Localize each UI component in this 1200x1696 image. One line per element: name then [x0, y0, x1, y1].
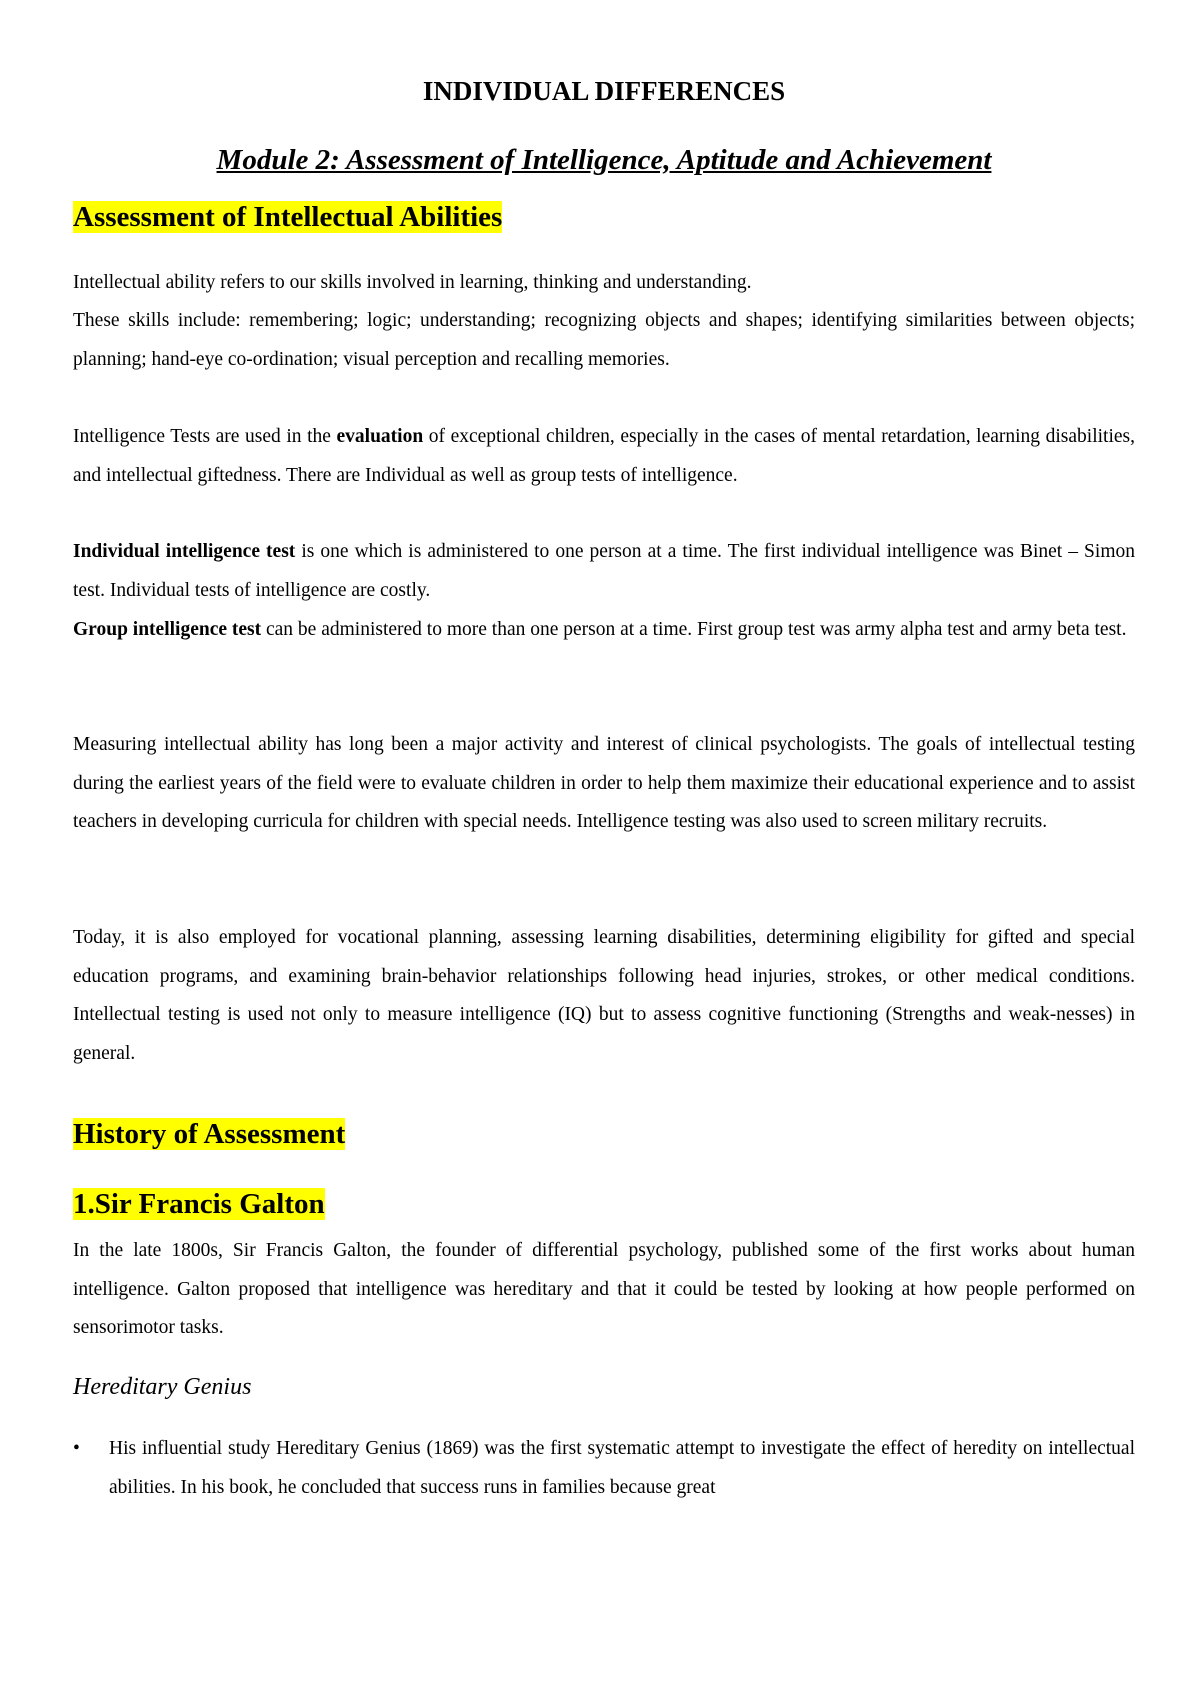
section-heading-assessment — [73, 198, 502, 236]
paragraph-intelligence-tests — [73, 418, 1135, 495]
module-subtitle: Module 2: Assessment of Intelligence, Aptitude and Achievement — [216, 144, 992, 176]
heading-text: History of Assessment — [73, 1118, 346, 1150]
text-run: of exceptional children, especially in the cases of mental retardation, learning disabilities, and intellectual giftedness. There are Individual as well as group tests of intelligence. — [73, 426, 1135, 486]
bullet-icon: • — [73, 1438, 80, 1459]
paragraph-today: Today, it is also employed for vocational planning, assessing learning disabilities, determining eligibility for gifted and special education programs, and examining brain-behavior relationships following head injuries, strokes, or other medical conditions. Intellectual testing is used not only to measure intelligence (IQ) but to assess cognitive functioning (Strengths and weak-nesses) in general. — [73, 927, 1135, 1064]
heading-text: 1.Sir Francis Galton — [73, 1188, 325, 1220]
document-title: INDIVIDUAL DIFFERENCES — [422, 76, 786, 106]
text-run: can be administered to more than one person at a time. First group test was army alpha test and army beta test. — [261, 619, 1127, 640]
text-run: is one which is administered to one person at a time. The first individual intelligence was Binet – Simon test. Individual tests of intelligence are costly. — [73, 541, 1135, 601]
bold-term-evaluation: evaluation — [336, 426, 424, 447]
bold-term-group-test: Group intelligence test — [73, 619, 262, 640]
paragraph-measuring: Measuring intellectual ability has long been a major activity and interest of clinical psychologists. The goals of intellectual testing during the earliest years of the field were to evaluate children in order to help them maximize their educational experience and to assist teachers in developing curricula for children with special needs. Intelligence testing was also used to screen military recruits. — [73, 734, 1135, 832]
heading-text: Assessment of Intellectual Abilities — [73, 201, 503, 233]
bold-term-individual-test: Individual intelligence test — [73, 541, 296, 562]
subheading-hereditary-genius: Hereditary Genius — [73, 1374, 252, 1400]
paragraph-skills: These skills include: remembering; logic; understanding; recognizing objects and shapes; identifying similarities between objects; planning; hand-eye co-ordination; visual perception and recalling memories. — [73, 310, 1135, 370]
paragraph-intellectual-ability: Intellectual ability refers to our skills involved in learning, thinking and understanding. — [73, 272, 752, 293]
paragraph-individual-test — [73, 533, 1135, 610]
section-heading-history — [73, 1115, 345, 1153]
text-run: Intelligence Tests are used in the — [73, 426, 337, 447]
paragraph-galton: In the late 1800s, Sir Francis Galton, the founder of differential psychology, published some of the first works about human intelligence. Galton proposed that intelligence was hereditary and that it could be tested by looking at how people performed on sensorimotor tasks. — [73, 1240, 1135, 1338]
list-item-text: His influential study Hereditary Genius (1869) was the first systematic attempt to investigate the effect of heredity on intellectual abilities. In his book, he concluded that success runs in families because great — [109, 1438, 1135, 1498]
section-heading-galton — [73, 1185, 325, 1223]
paragraph-group-test — [73, 611, 1135, 650]
